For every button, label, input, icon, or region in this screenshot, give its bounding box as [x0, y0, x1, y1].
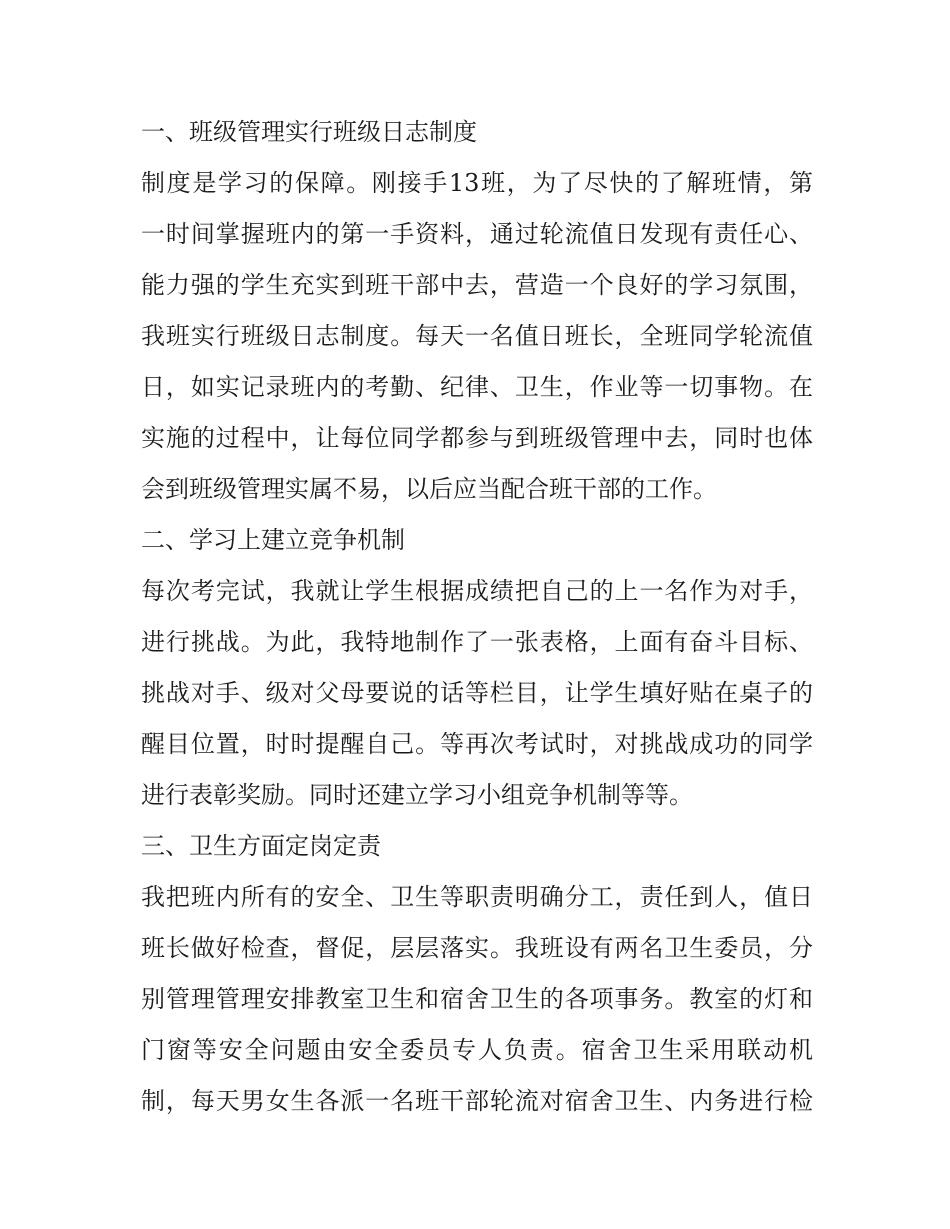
paragraph-line: 实施的过程中，让每位同学都参与到班级管理中去，同时也体 [141, 424, 813, 452]
section-1 [141, 107, 813, 515]
paragraph-line: 日，如实记录班内的考勤、纪律、卫生，作业等一切事物。在 [141, 373, 813, 401]
paragraph-line: 我班实行班级日志制度。每天一名值日班长，全班同学轮流值 [141, 322, 813, 350]
paragraph-line: 醒目位置，时时提醒自己。等再次考试时，对挑战成功的同学 [141, 730, 813, 758]
paragraph-line: 每次考完试，我就让学生根据成绩把自己的上一名作为对手， [141, 577, 813, 605]
document-body [141, 107, 813, 1127]
paragraph-line: 能力强的学生充实到班干部中去，营造一个良好的学习氛围， [141, 271, 813, 299]
section-3 [141, 821, 813, 1127]
paragraph-line: 一时间掌握班内的第一手资料，通过轮流值日发现有责任心、 [141, 220, 813, 248]
paragraph-line: 制度是学习的保障。刚接手13班，为了尽快的了解班情，第 [141, 169, 813, 197]
paragraph-line: 别管理管理安排教室卫生和宿舍卫生的各项事务。教室的灯和 [141, 985, 813, 1013]
paragraph-line: 进行挑战。为此，我特地制作了一张表格，上面有奋斗目标、 [141, 628, 813, 656]
paragraph-line: 挑战对手、级对父母要说的话等栏目，让学生填好贴在桌子的 [141, 679, 813, 707]
section-2 [141, 515, 813, 821]
paragraph-line: 制，每天男女生各派一名班干部轮流对宿舍卫生、内务进行检 [141, 1087, 813, 1115]
paragraph-line: 班长做好检查，督促，层层落实。我班设有两名卫生委员，分 [141, 934, 813, 962]
section-heading: 二、学习上建立竞争机制 [141, 526, 405, 554]
paragraph-line: 门窗等安全问题由安全委员专人负责。宿舍卫生采用联动机 [141, 1036, 813, 1064]
paragraph-line: 进行表彰奖励。同时还建立学习小组竞争机制等等。 [141, 781, 693, 809]
section-heading: 三、卫生方面定岗定责 [141, 832, 381, 860]
paragraph-line: 会到班级管理实属不易，以后应当配合班干部的工作。 [141, 475, 717, 503]
section-heading: 一、班级管理实行班级日志制度 [141, 118, 477, 146]
paragraph-line: 我把班内所有的安全、卫生等职责明确分工，责任到人，值日 [141, 883, 813, 911]
